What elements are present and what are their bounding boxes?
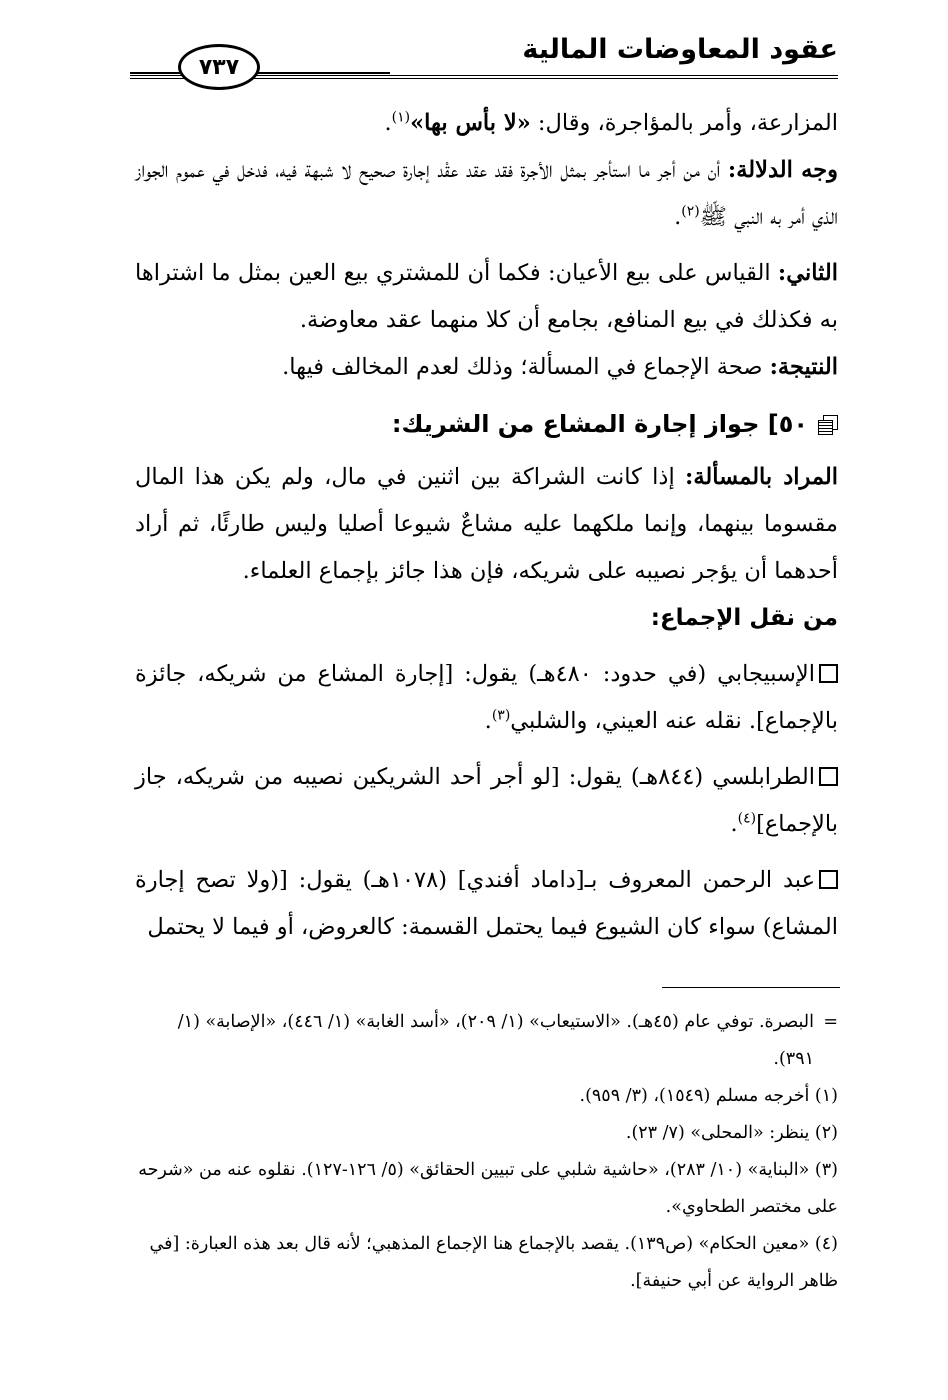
footnote-2: (٢) ينظر: «المحلى» (٧/ ٢٣). <box>625 1123 838 1143</box>
footnote-separator <box>662 987 840 988</box>
continuation-mark: = <box>823 1012 838 1032</box>
paragraph-4: النتيجة: صحة الإجماع في المسألة؛ وذلك لعدم المخالف فيها. <box>282 354 838 380</box>
page-number: ٧٣٧ <box>178 44 260 90</box>
paragraph-3: الثاني: القياس على بيع الأعيان: فكما أن للمشتري بيع العين بمثل ما اشتراها به فكذلك في بيع المنافع، بجامع أن كلا منهما عقد معاوضة. <box>135 260 838 333</box>
quote-item-3: عبد الرحمن المعروف بـ[داماد أفندي] (١٠٧٨هـ) يقول: [(ولا تصح إجارة المشاع) سواء كان الشيوع فيما يحتمل القسمة: كالعروض، أو فيما لا يحتمل <box>135 867 838 940</box>
checkbox-bullet-icon <box>819 664 838 683</box>
footnote-ref-1: (١) <box>391 109 411 126</box>
quote-item-2: الطرابلسي (٨٤٤هـ) يقول: [لو أجر أحد الشريكين نصيبه من شريكه، جاز بالإجماع]$^{(٤)}$. <box>135 764 838 837</box>
section-heading: ٥٠] جواز إجارة المشاع من الشريك: <box>135 401 838 448</box>
quote-item-1: الإسبيجابي (في حدود: ٤٨٠هـ) يقول: [إجارة المشاع من شريكه، جائزة بالإجماع]. نقله عنه العيني، والشلبي$^{(٣)}$. <box>135 661 838 734</box>
running-header-title: عقود المعاوضات المالية <box>522 34 838 65</box>
paragraph-2: وجه الدلالة: أن من أجر ما استأجر بمثل الأجرة فقد عقد عقْد إجارة صحيح لا شبهة فيه، فدخل في عموم الجواز الذي أمر به النبي ﷺ$^{(٢)}$. <box>135 157 838 230</box>
paragraph-label: وجه الدلالة: <box>727 157 838 183</box>
subheading: من نقل الإجماع: <box>650 605 838 631</box>
header-rule-left <box>130 72 390 74</box>
paragraph-label: النتيجة: <box>769 354 838 380</box>
footnotes <box>135 1004 838 1300</box>
section-icon <box>818 415 838 435</box>
footnote-ref-2: (٢) <box>681 203 700 220</box>
paragraph-5: المراد بالمسألة: إذا كانت الشراكة بين اثنين في مال، ولم يكن هذا المال مقسوما بينهما، وإنما ملكهما عليه مشاعٌ شيوعا أصليا وليس طارئًا، ثم أراد أحدهما أن يؤجر نصيبه على شريكه، فإن هذا جائز بإجماع العلماء. <box>135 464 839 584</box>
footnote-1: (١) أخرجه مسلم (١٥٤٩)، (٣/ ٩٥٩). <box>579 1086 838 1106</box>
main-text <box>135 100 838 951</box>
paragraph-1: المزارعة، وأمر بالمؤاجرة، وقال: «لا بأس بها»$^{(١)}$. <box>384 109 838 136</box>
paragraph-label: الثاني: <box>777 260 838 286</box>
footnote-ref-4: (٤) <box>737 810 757 827</box>
hadith-quote: «لا بأس بها» <box>410 110 531 136</box>
checkbox-bullet-icon <box>819 767 838 786</box>
footnote-3: (٣) «البناية» (١٠/ ٢٨٣)، «حاشية شلبي على تبيين الحقائق» (٥/ ١٢٦-١٢٧). نقلوه عنه من «شرحه على مختصر الطحاوي». <box>138 1160 838 1217</box>
footnote-4: (٤) «معين الحكام» (ص١٣٩). يقصد بالإجماع هنا الإجماع المذهبي؛ لأنه قال بعد هذه العبارة: [في ظاهر الرواية عن أبي حنيفة]. <box>149 1234 838 1291</box>
paragraph-label: المراد بالمسألة: <box>685 464 839 490</box>
footnote-ref-3: (٣) <box>491 707 511 724</box>
checkbox-bullet-icon <box>819 870 838 889</box>
footnote-continuation: = البصرة. توفي عام (٤٥هـ). «الاستيعاب» (١/ ٢٠٩)، «أسد الغابة» (١/ ٤٤٦)، «الإصابة» (١/ ٣٩١). <box>135 1004 838 1078</box>
